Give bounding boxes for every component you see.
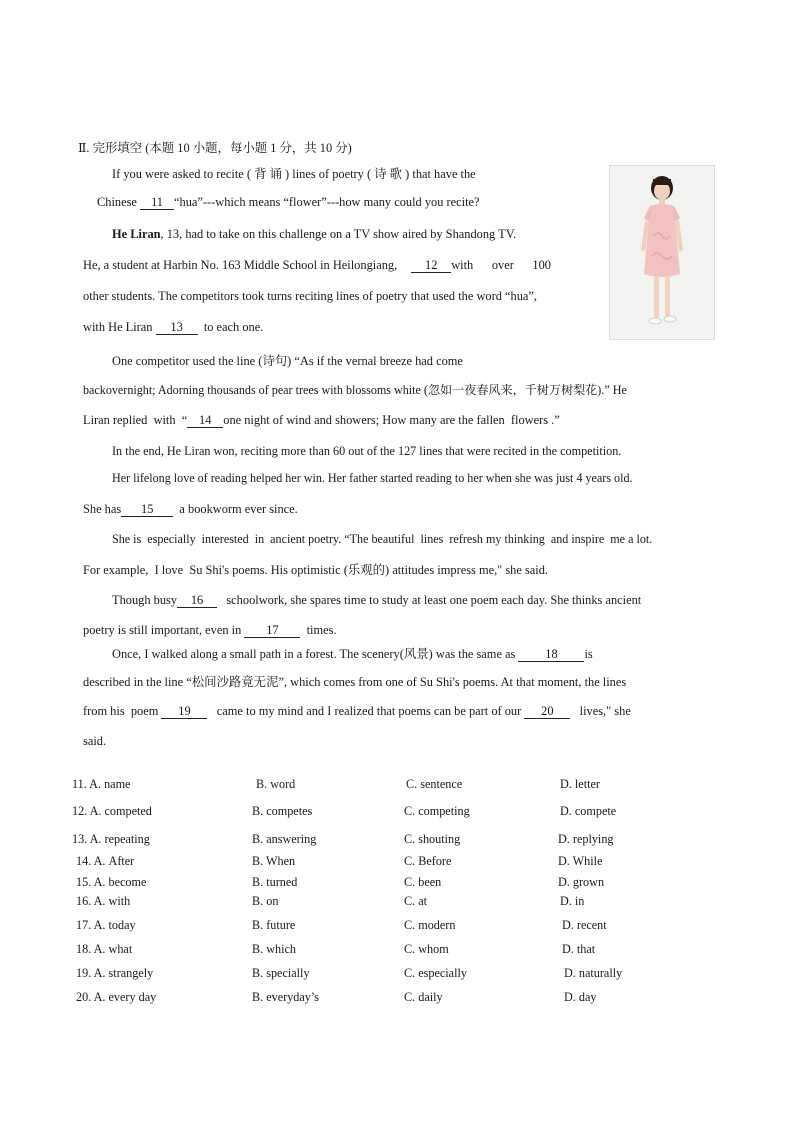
- question-number: 17. A. today: [76, 918, 136, 932]
- option-c[interactable]: C. modern: [404, 918, 456, 932]
- passage-text: One competitor used the line (诗句) “As if the vernal breeze had come: [112, 354, 463, 368]
- blank-18[interactable]: 18: [518, 648, 584, 662]
- passage-text: Once, I walked along a small path in a forest. The scenery(风景) was the same as: [112, 647, 519, 661]
- option-c[interactable]: C. especially: [404, 966, 467, 980]
- option-a[interactable]: repeating: [104, 832, 150, 846]
- passage-line: [112, 353, 463, 369]
- option-c[interactable]: C. at: [404, 894, 428, 908]
- girl-photo: [609, 165, 715, 340]
- option-c[interactable]: C. sentence: [406, 777, 463, 791]
- passage-text: with over 100: [451, 258, 552, 272]
- passage-line: [83, 288, 537, 304]
- passage-line: [112, 166, 476, 182]
- passage-text: Liran replied with “: [83, 413, 188, 427]
- passage-text: lives," she: [579, 704, 631, 718]
- passage-text: a bookworm ever since.: [179, 502, 298, 516]
- option-d[interactable]: D. naturally: [564, 966, 623, 980]
- option-d[interactable]: D. compete: [560, 804, 617, 818]
- passage-text: Chinese: [97, 195, 141, 209]
- option-c[interactable]: C. whom: [404, 942, 449, 956]
- option-d[interactable]: D. in: [560, 894, 585, 908]
- question-number: 13. A. repeating: [72, 832, 150, 846]
- option-c[interactable]: C. Before: [404, 854, 452, 868]
- passage-line: [83, 562, 548, 578]
- option-b[interactable]: B. specially: [252, 966, 310, 980]
- passage-line: [83, 733, 106, 749]
- passage-text: “hua”---which means “flower”---how many could you recite?: [174, 195, 480, 209]
- question-number: 11. A. name: [72, 777, 131, 791]
- option-b[interactable]: B. When: [252, 854, 296, 868]
- passage-text: backovernight; Adorning thousands of pear trees with blossoms white (忽如一夜春风来，千树万树梨花).” He: [83, 383, 627, 397]
- option-a[interactable]: strangely: [108, 966, 154, 980]
- passage-line: [112, 443, 621, 459]
- passage-text: She has: [83, 502, 122, 516]
- option-a[interactable]: today: [108, 918, 136, 932]
- passage-text: Though busy: [112, 593, 178, 607]
- question-number: 14. A. After: [76, 854, 135, 868]
- question-number: 20. A. every day: [76, 990, 157, 1004]
- passage-line: [83, 412, 560, 428]
- blank-11[interactable]: 11: [140, 196, 174, 210]
- passage-text: poetry is still important, even in: [83, 623, 245, 637]
- passage-line: [112, 531, 652, 547]
- option-d[interactable]: D. that: [562, 942, 596, 956]
- person-name: He Liran: [112, 227, 161, 241]
- passage-text: Her lifelong love of reading helped her win. Her father started reading to her when she was just 4 years old.: [112, 471, 633, 485]
- blank-15[interactable]: 15: [121, 503, 173, 517]
- option-b[interactable]: B. future: [252, 918, 296, 932]
- passage-line: [83, 501, 298, 517]
- passage-text: In the end, He Liran won, reciting more than 60 out of the 127 lines that were recited in the competition.: [112, 444, 622, 458]
- passage-line: [112, 592, 641, 608]
- option-b[interactable]: B. answering: [252, 832, 317, 846]
- passage-line: [83, 703, 631, 719]
- option-a[interactable]: what: [108, 942, 133, 956]
- section-title: Ⅱ. 完形填空 (本题 10 小题，每小题 1 分，共 10 分): [78, 141, 352, 155]
- option-b[interactable]: B. everyday’s: [252, 990, 320, 1004]
- option-a[interactable]: competed: [104, 804, 152, 818]
- blank-16[interactable]: 16: [177, 594, 217, 608]
- passage-text: from his poem: [83, 704, 162, 718]
- passage-line: [83, 382, 627, 398]
- option-d[interactable]: D. While: [558, 854, 603, 868]
- passage-line: [112, 226, 516, 242]
- option-d[interactable]: D. replying: [558, 832, 614, 846]
- passage-line: [83, 674, 626, 690]
- option-a[interactable]: every day: [108, 990, 157, 1004]
- passage-text: She is especially interested in ancient poetry. “The beautiful lines refresh my thinking and inspire me a lot.: [112, 532, 653, 546]
- option-b[interactable]: B. which: [252, 942, 297, 956]
- passage-text: He, a student at Harbin No. 163 Middle School in Heilongiang,: [83, 258, 398, 272]
- passage-text: times.: [306, 623, 337, 637]
- passage-text: described in the line “松间沙路竟无泥”, which comes from one of Su Shi's poems. At that moment, the lines: [83, 675, 627, 689]
- passage-text: schoolwork, she spares time to study at least one poem each day. She thinks ancient: [226, 593, 642, 607]
- passage-text: said.: [83, 734, 107, 748]
- girl-in-pink-dress-icon: [610, 166, 715, 340]
- question-number: 19. A. strangely: [76, 966, 154, 980]
- option-a[interactable]: become: [108, 875, 147, 889]
- blank-19[interactable]: 19: [161, 705, 207, 719]
- option-d[interactable]: D. recent: [562, 918, 607, 932]
- passage-line: [112, 470, 633, 486]
- passage-text: with He Liran: [83, 320, 156, 334]
- option-c[interactable]: C. competing: [404, 804, 470, 818]
- passage-text: other students. The competitors took turns reciting lines of poetry that used the word “hua”,: [83, 289, 537, 303]
- option-d[interactable]: D. letter: [560, 777, 600, 791]
- passage-text: , 13, had to take on this challenge on a TV show aired by Shandong TV.: [160, 227, 517, 241]
- question-number: 16. A. with: [76, 894, 131, 908]
- blank-13[interactable]: 13: [156, 321, 198, 335]
- blank-12[interactable]: 12: [411, 259, 451, 273]
- option-a[interactable]: with: [108, 894, 131, 908]
- blank-14[interactable]: 14: [187, 414, 223, 428]
- passage-text: For example, I love Su Shi's poems. His optimistic (乐观的) attitudes impress me," she said.: [83, 563, 549, 577]
- passage-line: [97, 194, 480, 210]
- blank-17[interactable]: 17: [244, 624, 300, 638]
- option-d[interactable]: D. day: [564, 990, 597, 1004]
- passage-text: is: [584, 647, 593, 661]
- blank-20[interactable]: 20: [524, 705, 570, 719]
- option-b[interactable]: B. competes: [252, 804, 313, 818]
- option-a[interactable]: After: [108, 854, 135, 868]
- passage-text: one night of wind and showers; How many are the fallen flowers .”: [223, 413, 560, 427]
- option-b[interactable]: B. on: [252, 894, 279, 908]
- option-c[interactable]: C. been: [404, 875, 442, 889]
- question-number: 12. A. competed: [72, 804, 152, 818]
- option-b[interactable]: B. turned: [252, 875, 298, 889]
- question-number: 15. A. become: [76, 875, 147, 889]
- passage-line: [83, 622, 337, 638]
- passage-line: [112, 646, 593, 662]
- question-number: 18. A. what: [76, 942, 133, 956]
- option-d[interactable]: D. grown: [558, 875, 605, 889]
- passage-text: If you were asked to recite ( 背 诵 ) lines of poetry ( 诗 歌 ) that have the: [112, 167, 476, 181]
- option-b[interactable]: B. word: [256, 777, 296, 791]
- option-a[interactable]: name: [104, 777, 131, 791]
- passage-line: [83, 257, 551, 273]
- passage-line: [83, 319, 263, 335]
- option-c[interactable]: C. daily: [404, 990, 443, 1004]
- passage-text: came to my mind and I realized that poems can be part of our: [216, 704, 525, 718]
- passage-text: to each one.: [203, 320, 264, 334]
- option-c[interactable]: C. shouting: [404, 832, 461, 846]
